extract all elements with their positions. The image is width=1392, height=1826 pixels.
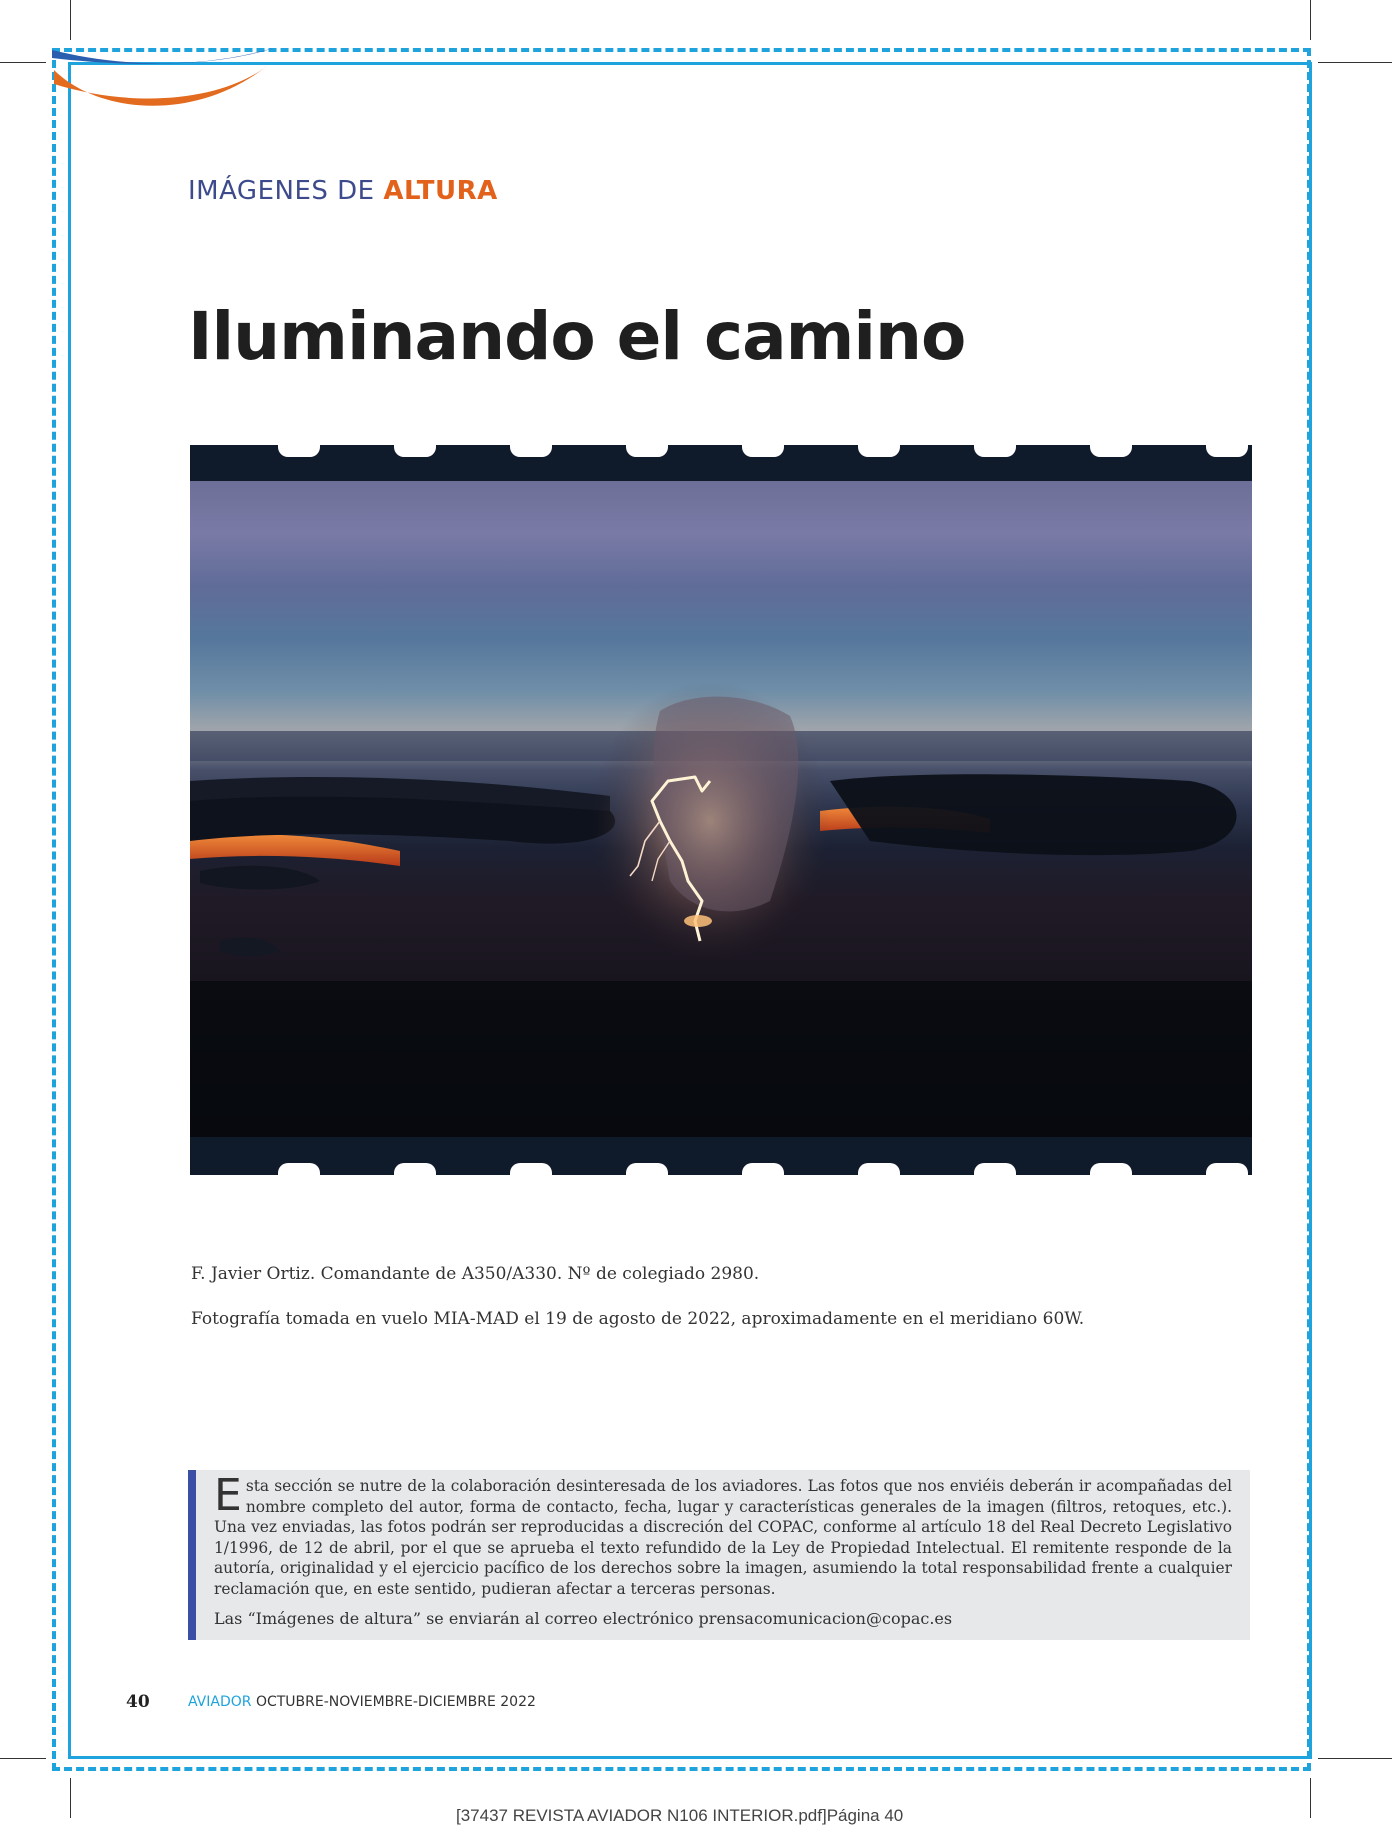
magazine-issue: OCTUBRE-NOVIEMBRE-DICIEMBRE 2022 <box>255 1694 536 1710</box>
film-sprocket-hole <box>510 1163 552 1175</box>
crop-mark <box>0 1758 46 1759</box>
film-sprocket-hole <box>858 1163 900 1175</box>
section-label <box>188 176 498 206</box>
notice-body <box>214 1470 1232 1599</box>
lightning-storm-photo <box>190 481 1252 1137</box>
magazine-name: AVIADOR <box>188 1694 252 1710</box>
film-sprocket-hole <box>626 1163 668 1175</box>
film-sprockets-top <box>190 445 1252 465</box>
notice-text: sta sección se nutre de la colaboración desinteresada de los aviadores. Las fotos que nos enviéis deberán ir acompañadas del nombre completo del autor, forma de contacto, fecha, lugar y características generales de la imagen (filtros, retoques, etc.). Una vez enviadas, las fotos podrán ser reproducidas a discreción del COPAC, conforme al artículo 18 del Real Decreto Legislativo 1/1996, de 12 de abril, por el que se aprueba el texto refundido de la Ley de Propiedad Intelectual. El remitente responde de la autoría, originalidad y el ejercicio pacífico de los derechos sobre la imagen, asumiendo la total responsabilidad frente a cualquier reclamación que, en este sentido, pudieran afectar a terceras personas. <box>214 1477 1232 1598</box>
crop-mark <box>70 1778 71 1818</box>
film-sprocket-hole <box>742 445 784 457</box>
crop-mark <box>1318 62 1392 63</box>
film-sprocket-hole <box>1206 445 1248 457</box>
film-sprockets-bottom <box>190 1155 1252 1175</box>
film-sprocket-hole <box>1090 1163 1132 1175</box>
film-sprocket-hole <box>394 445 436 457</box>
film-sprocket-hole <box>278 1163 320 1175</box>
magazine-issue-line <box>188 1694 536 1710</box>
film-sprocket-hole <box>278 445 320 457</box>
film-sprocket-hole <box>858 445 900 457</box>
film-sprocket-hole <box>1206 1163 1248 1175</box>
page-title: Iluminando el camino <box>188 298 966 375</box>
notice-drop-cap: E <box>214 1470 242 1521</box>
section-label-prefix: IMÁGENES DE <box>188 176 375 206</box>
film-strip-frame <box>190 445 1252 1175</box>
film-sprocket-hole <box>510 445 552 457</box>
crop-mark <box>0 62 46 63</box>
film-sprocket-hole <box>974 1163 1016 1175</box>
submission-notice-box <box>188 1470 1250 1640</box>
film-sprocket-hole <box>394 1163 436 1175</box>
magazine-swoosh-logo <box>48 44 278 134</box>
photo-author-caption: F. Javier Ortiz. Comandante de A350/A330. Nº de colegiado 2980. <box>191 1264 760 1284</box>
crop-mark <box>1310 1778 1311 1818</box>
film-sprocket-hole <box>974 445 1016 457</box>
photo-details-caption: Fotografía tomada en vuelo MIA-MAD el 19 de agosto de 2022, aproximadamente en el meridiano 60W. <box>191 1309 1085 1329</box>
section-label-accent: ALTURA <box>383 176 498 206</box>
crop-mark <box>1318 1758 1392 1759</box>
page-number: 40 <box>126 1692 150 1712</box>
film-sprocket-hole <box>626 445 668 457</box>
file-slug: [37437 REVISTA AVIADOR N106 INTERIOR.pdf]Página 40 <box>456 1806 904 1825</box>
crop-mark <box>70 0 71 40</box>
film-sprocket-hole <box>742 1163 784 1175</box>
crop-mark <box>1310 0 1311 40</box>
storm-scene <box>190 481 1252 1137</box>
notice-email-line: Las “Imágenes de altura” se enviarán al correo electrónico prensacomunicacion@copac.es <box>214 1609 953 1628</box>
film-sprocket-hole <box>1090 445 1132 457</box>
